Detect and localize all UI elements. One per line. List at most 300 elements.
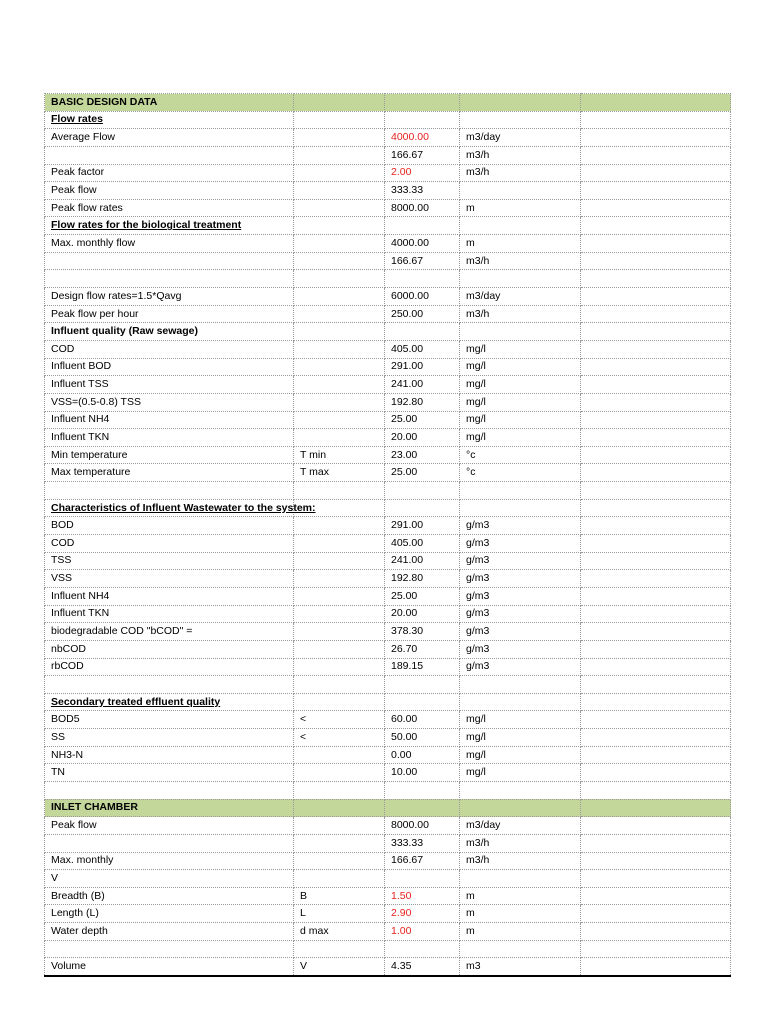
table-cell-col-4[interactable]: mg/l — [460, 376, 581, 394]
table-cell-col-5[interactable] — [581, 376, 731, 394]
table-cell-col-5[interactable] — [581, 834, 731, 852]
table-cell-col-4[interactable]: m — [460, 887, 581, 905]
table-cell-col-5[interactable] — [581, 640, 731, 658]
table-row — [45, 252, 731, 270]
table-cell-col-1[interactable]: INLET CHAMBER — [45, 799, 294, 817]
table-cell-col-2[interactable] — [294, 517, 385, 535]
table-cell-col-2[interactable]: < — [294, 729, 385, 747]
table-cell-col-1[interactable] — [45, 270, 294, 288]
table-row — [45, 446, 731, 464]
table-cell-col-2[interactable]: d max — [294, 923, 385, 941]
table-cell-col-5[interactable] — [581, 199, 731, 217]
table-cell-col-1[interactable]: TN — [45, 764, 294, 782]
table-body — [45, 94, 731, 977]
table-cell-col-1[interactable]: Peak flow rates — [45, 199, 294, 217]
table-cell-col-1[interactable]: Max temperature — [45, 464, 294, 482]
table-cell-col-3[interactable]: 20.00 — [385, 605, 460, 623]
table-cell-col-1[interactable]: BOD — [45, 517, 294, 535]
table-cell-col-1[interactable]: Influent BOD — [45, 358, 294, 376]
table-row — [45, 288, 731, 306]
table-cell-col-4[interactable]: g/m3 — [460, 587, 581, 605]
table-cell-col-1[interactable]: BASIC DESIGN DATA — [45, 94, 294, 112]
table-cell-col-3[interactable]: 166.67 — [385, 252, 460, 270]
table-cell-col-1[interactable] — [45, 781, 294, 799]
table-row — [45, 340, 731, 358]
table-cell-col-3[interactable] — [385, 270, 460, 288]
table-cell-col-5[interactable] — [581, 746, 731, 764]
table-cell-col-2[interactable] — [294, 111, 385, 129]
table-cell-col-5[interactable] — [581, 923, 731, 941]
table-row — [45, 587, 731, 605]
table-cell-col-3[interactable]: 23.00 — [385, 446, 460, 464]
table-cell-col-4[interactable]: m3/h — [460, 834, 581, 852]
table-cell-col-1[interactable]: Peak factor — [45, 164, 294, 182]
table-cell-col-4[interactable]: mg/l — [460, 393, 581, 411]
table-cell-col-1[interactable]: VSS — [45, 570, 294, 588]
table-cell-col-3[interactable]: 333.33 — [385, 834, 460, 852]
table-cell-col-3[interactable]: 4000.00 — [385, 235, 460, 253]
table-cell-col-4[interactable] — [460, 482, 581, 500]
table-cell-col-5[interactable] — [581, 940, 731, 958]
table-row — [45, 693, 731, 711]
table-cell-col-3[interactable] — [385, 499, 460, 517]
table-cell-col-1[interactable]: Breadth (B) — [45, 887, 294, 905]
table-cell-col-1[interactable]: nbCOD — [45, 640, 294, 658]
table-cell-col-2[interactable] — [294, 129, 385, 147]
table-cell-col-2[interactable]: V — [294, 958, 385, 976]
table-cell-col-5[interactable] — [581, 517, 731, 535]
table-cell-col-4[interactable] — [460, 693, 581, 711]
table-cell-col-3[interactable]: 25.00 — [385, 411, 460, 429]
table-cell-col-5[interactable] — [581, 288, 731, 306]
table-cell-col-3[interactable]: 26.70 — [385, 640, 460, 658]
table-cell-col-3[interactable] — [385, 676, 460, 694]
table-cell-col-2[interactable] — [294, 376, 385, 394]
table-cell-col-3[interactable]: 291.00 — [385, 517, 460, 535]
table-cell-col-1[interactable]: Volume — [45, 958, 294, 976]
table-cell-col-4[interactable] — [460, 217, 581, 235]
table-cell-col-1[interactable]: BOD5 — [45, 711, 294, 729]
table-cell-col-4[interactable]: mg/l — [460, 764, 581, 782]
table-cell-col-3[interactable]: 6000.00 — [385, 288, 460, 306]
table-cell-col-4[interactable]: mg/l — [460, 340, 581, 358]
table-cell-col-3[interactable]: 291.00 — [385, 358, 460, 376]
table-cell-col-5[interactable] — [581, 393, 731, 411]
table-cell-col-1[interactable]: COD — [45, 340, 294, 358]
table-cell-col-2[interactable] — [294, 199, 385, 217]
table-cell-col-4[interactable]: m — [460, 235, 581, 253]
table-cell-col-1[interactable]: Water depth — [45, 923, 294, 941]
table-cell-col-2[interactable] — [294, 587, 385, 605]
table-cell-col-1[interactable]: COD — [45, 535, 294, 553]
table-cell-col-5[interactable] — [581, 182, 731, 200]
table-cell-col-1[interactable]: Influent NH4 — [45, 411, 294, 429]
table-cell-col-5[interactable] — [581, 905, 731, 923]
table-cell-col-4[interactable]: g/m3 — [460, 658, 581, 676]
table-cell-col-2[interactable] — [294, 393, 385, 411]
table-cell-col-5[interactable] — [581, 711, 731, 729]
table-cell-col-2[interactable] — [294, 217, 385, 235]
table-cell-col-3[interactable]: 50.00 — [385, 729, 460, 747]
table-cell-col-4[interactable]: g/m3 — [460, 535, 581, 553]
table-cell-col-4[interactable] — [460, 323, 581, 341]
table-row — [45, 323, 731, 341]
table-cell-col-5[interactable] — [581, 587, 731, 605]
table-cell-col-4[interactable]: mg/l — [460, 729, 581, 747]
table-cell-col-2[interactable] — [294, 323, 385, 341]
table-row — [45, 887, 731, 905]
table-cell-col-5[interactable] — [581, 446, 731, 464]
table-row — [45, 940, 731, 958]
section-header-row — [45, 799, 731, 817]
table-cell-col-1[interactable]: V — [45, 870, 294, 888]
table-cell-col-5[interactable] — [581, 499, 731, 517]
table-cell-col-2[interactable] — [294, 358, 385, 376]
table-cell-col-1[interactable]: VSS=(0.5-0.8) TSS — [45, 393, 294, 411]
table-cell-col-2[interactable] — [294, 305, 385, 323]
table-cell-col-5[interactable] — [581, 958, 731, 976]
table-cell-col-1[interactable]: Influent TKN — [45, 605, 294, 623]
table-row — [45, 499, 731, 517]
table-row — [45, 393, 731, 411]
table-row — [45, 711, 731, 729]
table-cell-col-3[interactable]: 405.00 — [385, 340, 460, 358]
table-cell-col-5[interactable] — [581, 305, 731, 323]
table-cell-col-2[interactable]: < — [294, 711, 385, 729]
table-cell-col-1[interactable]: Flow rates for the biological treatment — [45, 217, 294, 235]
table-row — [45, 129, 731, 147]
table-cell-col-5[interactable] — [581, 482, 731, 500]
table-cell-col-1[interactable] — [45, 146, 294, 164]
table-cell-col-3[interactable]: 25.00 — [385, 464, 460, 482]
table-cell-col-1[interactable]: Length (L) — [45, 905, 294, 923]
table-cell-col-1[interactable] — [45, 676, 294, 694]
table-cell-col-3[interactable]: 1.50 — [385, 887, 460, 905]
table-cell-col-5[interactable] — [581, 164, 731, 182]
table-cell-col-2[interactable]: T max — [294, 464, 385, 482]
table-row — [45, 358, 731, 376]
table-cell-col-5[interactable] — [581, 799, 731, 817]
table-cell-col-4[interactable]: g/m3 — [460, 605, 581, 623]
table-cell-col-1[interactable]: Peak flow — [45, 817, 294, 835]
table-cell-col-3[interactable]: 25.00 — [385, 587, 460, 605]
table-cell-col-5[interactable] — [581, 111, 731, 129]
table-cell-col-3[interactable]: 241.00 — [385, 376, 460, 394]
table-cell-col-3[interactable]: 189.15 — [385, 658, 460, 676]
table-cell-col-4[interactable]: m — [460, 199, 581, 217]
table-row — [45, 852, 731, 870]
table-cell-col-5[interactable] — [581, 781, 731, 799]
table-cell-col-5[interactable] — [581, 340, 731, 358]
table-cell-col-4[interactable]: °c — [460, 464, 581, 482]
table-cell-col-3[interactable] — [385, 781, 460, 799]
table-cell-col-5[interactable] — [581, 429, 731, 447]
table-cell-col-5[interactable] — [581, 693, 731, 711]
table-cell-col-2[interactable] — [294, 552, 385, 570]
table-cell-col-2[interactable] — [294, 746, 385, 764]
table-cell-col-4[interactable] — [460, 940, 581, 958]
table-cell-col-5[interactable] — [581, 535, 731, 553]
table-cell-col-2[interactable]: T min — [294, 446, 385, 464]
table-cell-col-5[interactable] — [581, 552, 731, 570]
table-cell-col-2[interactable] — [294, 852, 385, 870]
table-cell-col-2[interactable] — [294, 288, 385, 306]
table-row — [45, 376, 731, 394]
table-cell-col-4[interactable]: m3/day — [460, 288, 581, 306]
table-cell-col-4[interactable]: m3/day — [460, 817, 581, 835]
table-cell-col-2[interactable] — [294, 411, 385, 429]
table-cell-col-2[interactable] — [294, 781, 385, 799]
table-cell-col-2[interactable] — [294, 799, 385, 817]
table-cell-col-5[interactable] — [581, 270, 731, 288]
table-cell-col-3[interactable]: 60.00 — [385, 711, 460, 729]
table-cell-col-4[interactable]: m3/h — [460, 852, 581, 870]
table-row — [45, 764, 731, 782]
spreadsheet — [44, 93, 730, 977]
table-cell-col-5[interactable] — [581, 464, 731, 482]
table-cell-col-3[interactable] — [385, 217, 460, 235]
table-cell-col-1[interactable]: Average Flow — [45, 129, 294, 147]
table-cell-col-5[interactable] — [581, 129, 731, 147]
table-row — [45, 958, 731, 976]
table-row — [45, 146, 731, 164]
table-cell-col-2[interactable]: L — [294, 905, 385, 923]
table-row — [45, 870, 731, 888]
table-cell-col-1[interactable]: Influent TKN — [45, 429, 294, 447]
table-cell-col-3[interactable]: 4000.00 — [385, 129, 460, 147]
table-cell-col-4[interactable]: m3/h — [460, 164, 581, 182]
table-cell-col-2[interactable] — [294, 94, 385, 112]
table-cell-col-2[interactable] — [294, 764, 385, 782]
table-cell-col-1[interactable] — [45, 834, 294, 852]
table-cell-col-2[interactable] — [294, 870, 385, 888]
table-cell-col-1[interactable]: Max. monthly — [45, 852, 294, 870]
table-cell-col-2[interactable] — [294, 235, 385, 253]
table-cell-col-1[interactable]: rbCOD — [45, 658, 294, 676]
table-cell-col-3[interactable]: 192.80 — [385, 570, 460, 588]
table-cell-col-1[interactable]: NH3-N — [45, 746, 294, 764]
table-cell-col-3[interactable]: 4.35 — [385, 958, 460, 976]
table-cell-col-1[interactable]: Peak flow per hour — [45, 305, 294, 323]
table-cell-col-5[interactable] — [581, 235, 731, 253]
table-cell-col-3[interactable] — [385, 940, 460, 958]
table-cell-col-4[interactable]: °c — [460, 446, 581, 464]
table-cell-col-2[interactable] — [294, 817, 385, 835]
table-cell-col-2[interactable] — [294, 834, 385, 852]
table-row — [45, 429, 731, 447]
table-cell-col-4[interactable]: g/m3 — [460, 570, 581, 588]
table-cell-col-2[interactable] — [294, 693, 385, 711]
table-row — [45, 111, 731, 129]
table-cell-col-3[interactable]: 405.00 — [385, 535, 460, 553]
table-cell-col-2[interactable] — [294, 658, 385, 676]
table-cell-col-1[interactable]: Max. monthly flow — [45, 235, 294, 253]
table-cell-col-1[interactable]: Peak flow — [45, 182, 294, 200]
table-cell-col-2[interactable] — [294, 535, 385, 553]
table-row — [45, 270, 731, 288]
table-cell-col-4[interactable] — [460, 676, 581, 694]
table-row — [45, 570, 731, 588]
table-cell-col-3[interactable]: 1.00 — [385, 923, 460, 941]
table-cell-col-2[interactable] — [294, 182, 385, 200]
table-row — [45, 834, 731, 852]
table-cell-col-1[interactable]: TSS — [45, 552, 294, 570]
table-row — [45, 640, 731, 658]
table-cell-col-1[interactable]: Influent quality (Raw sewage) — [45, 323, 294, 341]
table-cell-col-3[interactable]: 166.67 — [385, 852, 460, 870]
table-cell-col-3[interactable]: 166.67 — [385, 146, 460, 164]
table-cell-col-4[interactable]: g/m3 — [460, 517, 581, 535]
table-cell-col-2[interactable]: B — [294, 887, 385, 905]
table-row — [45, 746, 731, 764]
table-cell-col-3[interactable] — [385, 323, 460, 341]
table-cell-col-2[interactable] — [294, 623, 385, 641]
table-row — [45, 164, 731, 182]
table-cell-col-2[interactable] — [294, 429, 385, 447]
table-cell-col-5[interactable] — [581, 870, 731, 888]
table-cell-col-2[interactable] — [294, 270, 385, 288]
table-row — [45, 305, 731, 323]
table-cell-col-5[interactable] — [581, 605, 731, 623]
table-cell-col-4[interactable]: m3/h — [460, 252, 581, 270]
table-row — [45, 182, 731, 200]
table-cell-col-4[interactable] — [460, 94, 581, 112]
table-cell-col-4[interactable]: mg/l — [460, 358, 581, 376]
table-row — [45, 817, 731, 835]
table-cell-col-1[interactable]: Design flow rates=1.5*Qavg — [45, 288, 294, 306]
table-cell-col-5[interactable] — [581, 217, 731, 235]
table-row — [45, 729, 731, 747]
table-cell-col-4[interactable] — [460, 870, 581, 888]
table-cell-col-2[interactable] — [294, 940, 385, 958]
table-cell-col-4[interactable]: g/m3 — [460, 552, 581, 570]
table-cell-col-1[interactable] — [45, 940, 294, 958]
table-cell-col-4[interactable] — [460, 182, 581, 200]
table-cell-col-3[interactable]: 2.90 — [385, 905, 460, 923]
table-cell-col-5[interactable] — [581, 411, 731, 429]
table-cell-col-5[interactable] — [581, 658, 731, 676]
table-row — [45, 552, 731, 570]
table-cell-col-3[interactable] — [385, 94, 460, 112]
table-row — [45, 658, 731, 676]
table-cell-col-3[interactable]: 192.80 — [385, 393, 460, 411]
table-cell-col-4[interactable] — [460, 111, 581, 129]
table-cell-col-1[interactable] — [45, 252, 294, 270]
table-cell-col-5[interactable] — [581, 570, 731, 588]
table-cell-col-5[interactable] — [581, 323, 731, 341]
table-cell-col-1[interactable]: Influent TSS — [45, 376, 294, 394]
table-cell-col-5[interactable] — [581, 94, 731, 112]
table-cell-col-3[interactable]: 0.00 — [385, 746, 460, 764]
table-cell-col-1[interactable]: biodegradable COD "bCOD" = — [45, 623, 294, 641]
table-cell-col-2[interactable] — [294, 340, 385, 358]
table-cell-col-2[interactable] — [294, 252, 385, 270]
table-cell-col-2[interactable] — [294, 605, 385, 623]
table-cell-col-4[interactable]: m — [460, 923, 581, 941]
table-cell-col-5[interactable] — [581, 676, 731, 694]
table-row — [45, 623, 731, 641]
table-row — [45, 517, 731, 535]
table-cell-col-5[interactable] — [581, 887, 731, 905]
table-cell-col-4[interactable] — [460, 799, 581, 817]
table-row — [45, 199, 731, 217]
table-cell-col-1[interactable]: Influent NH4 — [45, 587, 294, 605]
table-cell-col-1[interactable]: Secondary treated effluent quality — [45, 693, 294, 711]
table-cell-col-4[interactable]: mg/l — [460, 429, 581, 447]
table-cell-col-5[interactable] — [581, 252, 731, 270]
table-cell-col-3[interactable]: 333.33 — [385, 182, 460, 200]
table-cell-col-1[interactable]: Characteristics of Influent Wastewater to the system: — [45, 499, 294, 517]
table-cell-col-1[interactable]: SS — [45, 729, 294, 747]
table-cell-col-3[interactable]: 378.30 — [385, 623, 460, 641]
table-row — [45, 905, 731, 923]
table-cell-col-4[interactable]: m3/h — [460, 146, 581, 164]
table-cell-col-1[interactable] — [45, 482, 294, 500]
table-cell-col-4[interactable] — [460, 781, 581, 799]
table-cell-col-4[interactable]: mg/l — [460, 411, 581, 429]
table-cell-col-3[interactable]: 8000.00 — [385, 199, 460, 217]
table-cell-col-3[interactable] — [385, 870, 460, 888]
table-cell-col-4[interactable] — [460, 270, 581, 288]
table-cell-col-3[interactable]: 8000.00 — [385, 817, 460, 835]
table-cell-col-5[interactable] — [581, 852, 731, 870]
section-header-row — [45, 94, 731, 112]
table-cell-col-4[interactable]: m3/h — [460, 305, 581, 323]
table-cell-col-3[interactable] — [385, 693, 460, 711]
table-cell-col-1[interactable]: Flow rates — [45, 111, 294, 129]
table-cell-col-2[interactable] — [294, 146, 385, 164]
table-cell-col-3[interactable]: 250.00 — [385, 305, 460, 323]
table-cell-col-3[interactable] — [385, 799, 460, 817]
table-cell-col-4[interactable]: m3 — [460, 958, 581, 976]
table-cell-col-3[interactable]: 20.00 — [385, 429, 460, 447]
table-cell-col-5[interactable] — [581, 623, 731, 641]
table-cell-col-4[interactable]: m3/day — [460, 129, 581, 147]
table-cell-col-5[interactable] — [581, 358, 731, 376]
table-cell-col-4[interactable]: g/m3 — [460, 640, 581, 658]
table-row — [45, 411, 731, 429]
table-cell-col-5[interactable] — [581, 146, 731, 164]
table-cell-col-3[interactable]: 241.00 — [385, 552, 460, 570]
table-cell-col-5[interactable] — [581, 817, 731, 835]
table-row — [45, 235, 731, 253]
table-cell-col-4[interactable]: g/m3 — [460, 623, 581, 641]
table-cell-col-2[interactable] — [294, 676, 385, 694]
table-cell-col-3[interactable]: 10.00 — [385, 764, 460, 782]
table-cell-col-5[interactable] — [581, 729, 731, 747]
table-cell-col-5[interactable] — [581, 764, 731, 782]
table-cell-col-2[interactable] — [294, 640, 385, 658]
table-row — [45, 923, 731, 941]
table-row — [45, 781, 731, 799]
table-row — [45, 217, 731, 235]
design-data-table — [44, 93, 731, 977]
table-cell-col-4[interactable]: mg/l — [460, 711, 581, 729]
table-cell-col-1[interactable]: Min temperature — [45, 446, 294, 464]
table-cell-col-3[interactable] — [385, 482, 460, 500]
table-cell-col-3[interactable]: 2.00 — [385, 164, 460, 182]
table-cell-col-2[interactable] — [294, 482, 385, 500]
table-row — [45, 605, 731, 623]
table-cell-col-2[interactable] — [294, 164, 385, 182]
table-cell-col-4[interactable]: mg/l — [460, 746, 581, 764]
table-cell-col-2[interactable] — [294, 570, 385, 588]
table-row — [45, 464, 731, 482]
table-cell-col-3[interactable] — [385, 111, 460, 129]
table-cell-col-4[interactable]: m — [460, 905, 581, 923]
table-cell-col-4[interactable] — [460, 499, 581, 517]
table-row — [45, 676, 731, 694]
